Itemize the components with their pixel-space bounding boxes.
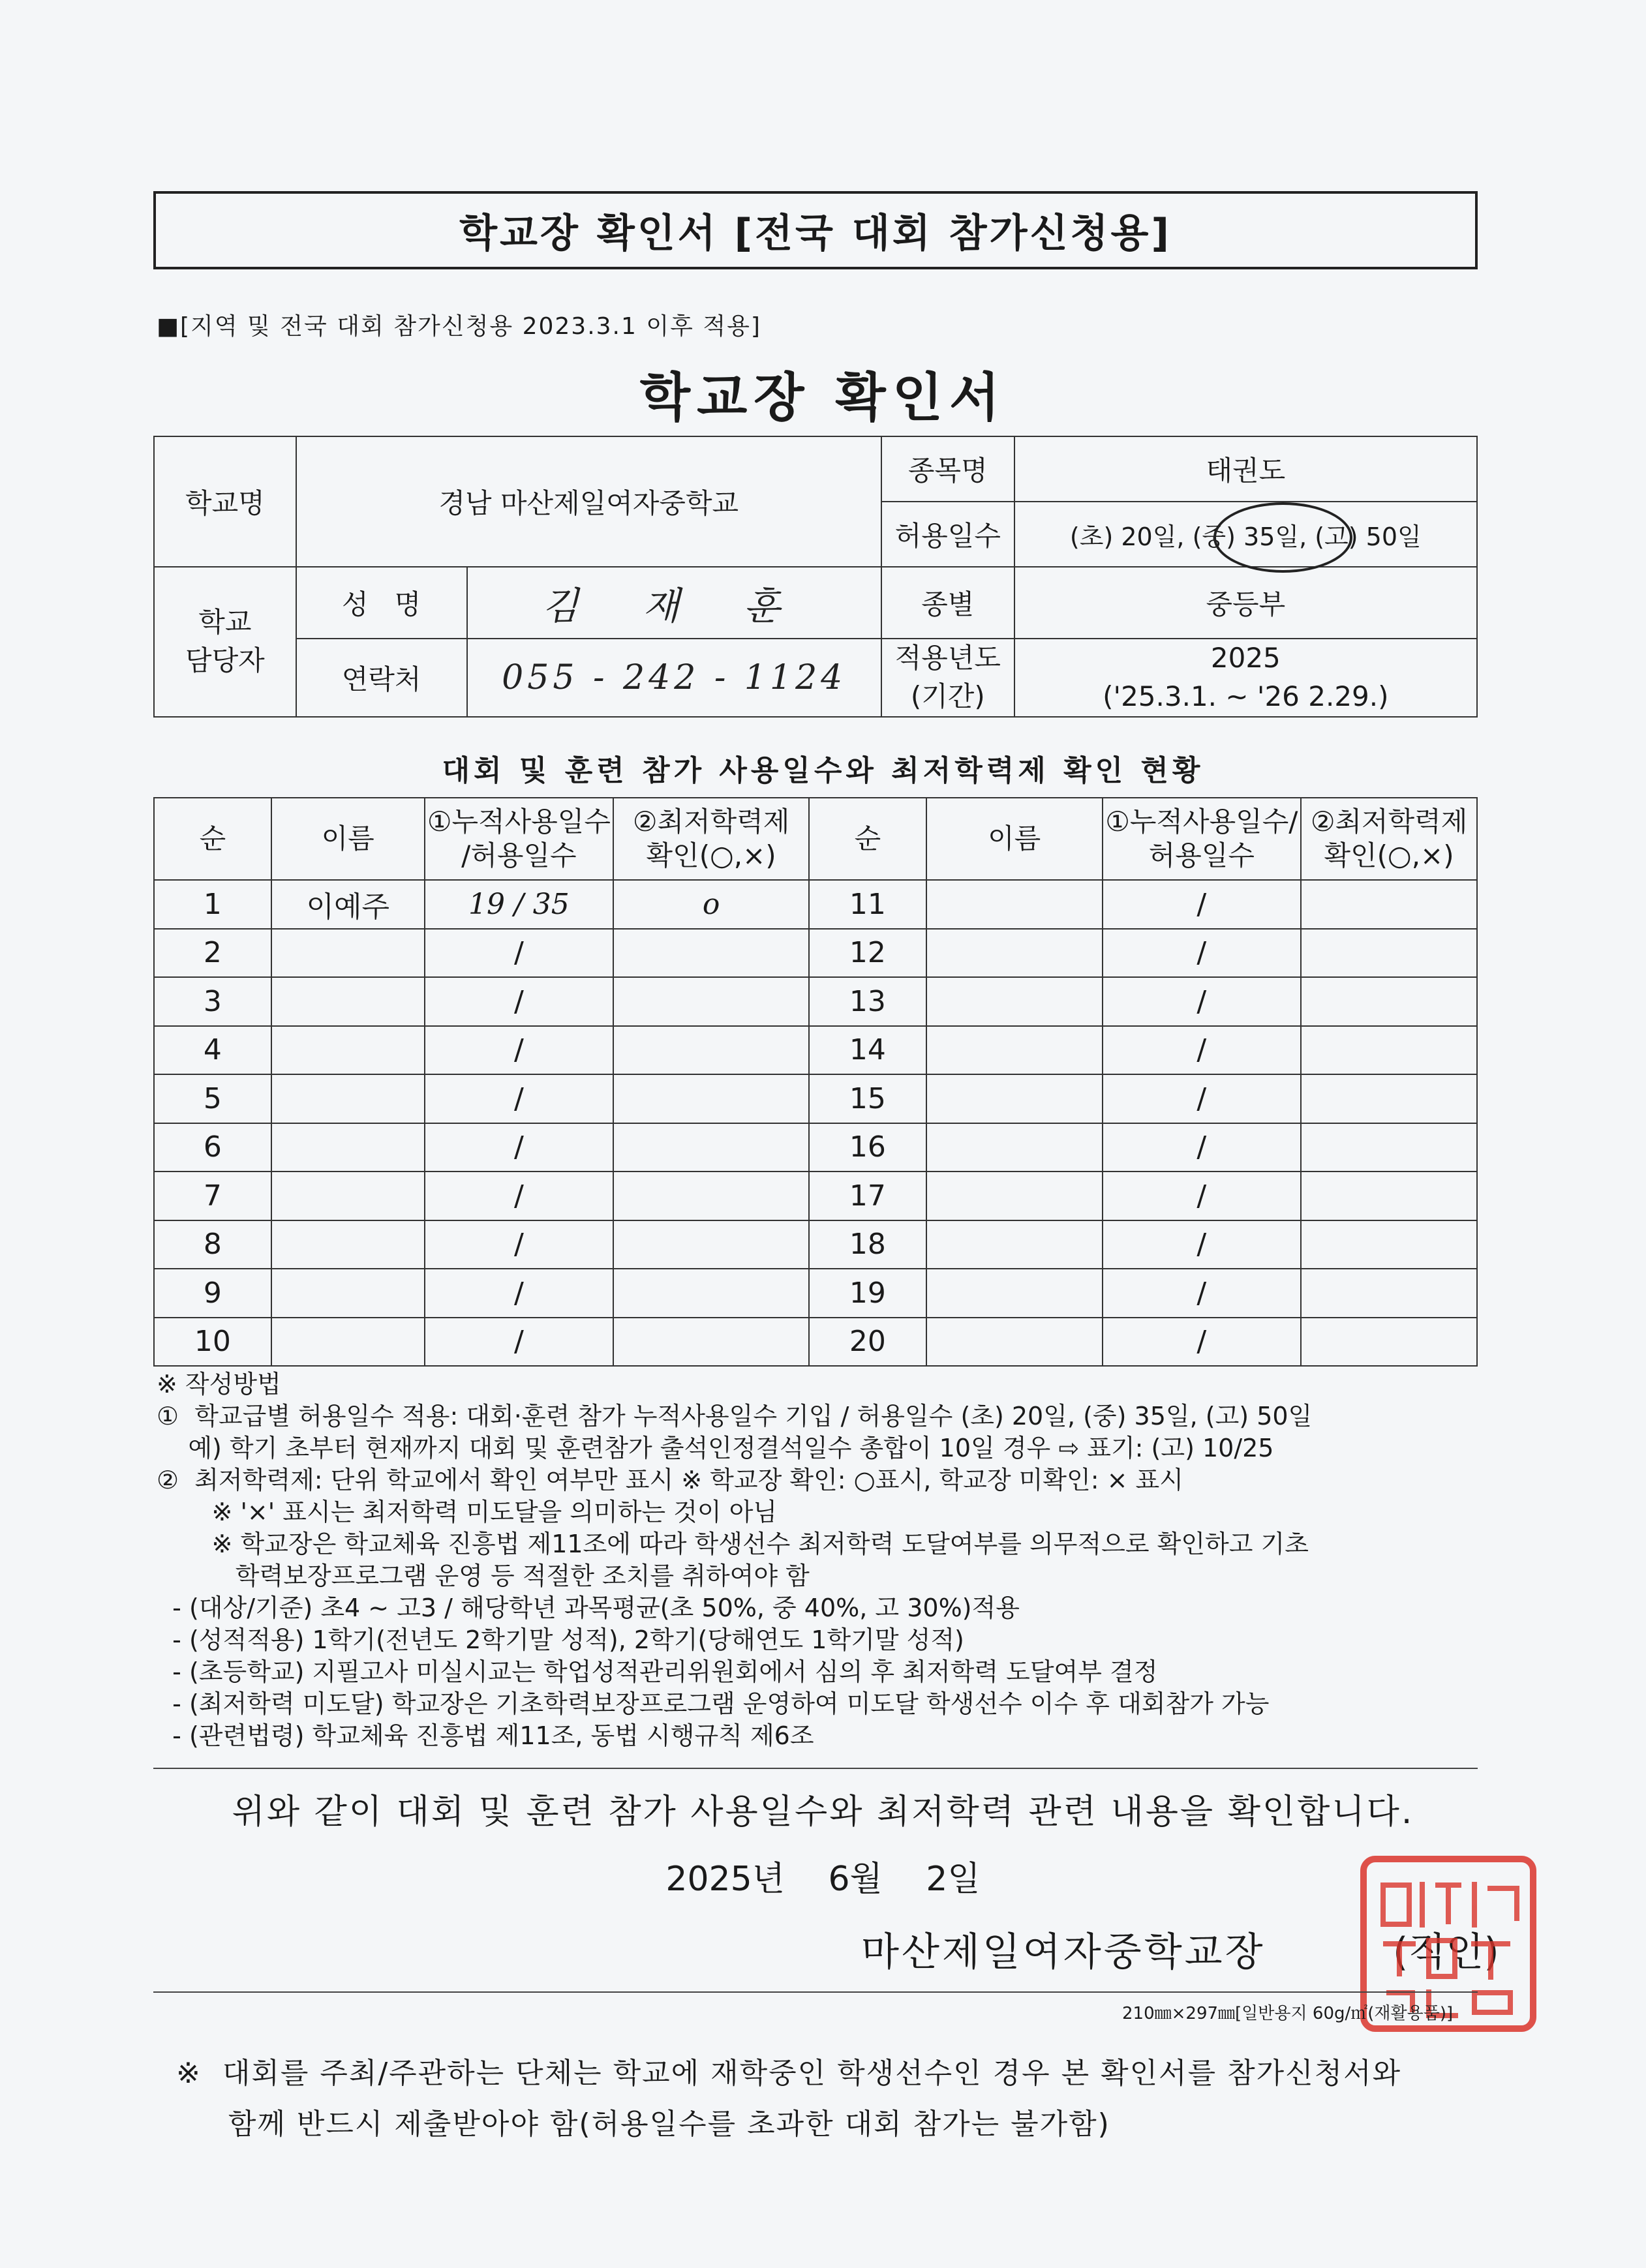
divider	[153, 1768, 1478, 1769]
col-header: ①누적사용일수/ 허용일수	[1103, 798, 1302, 880]
division-label: 종별	[881, 567, 1014, 639]
allowed-days-label: 허용일수	[881, 502, 1014, 567]
col-header: 순	[154, 798, 271, 880]
min-academic-check	[613, 1269, 809, 1318]
row-number: 15	[809, 1074, 926, 1123]
status-table	[153, 797, 1478, 1367]
instruction-line: ※ 작성방법	[157, 1370, 281, 1399]
student-name	[926, 880, 1103, 929]
year-cell	[1014, 639, 1477, 717]
row-number: 19	[809, 1269, 926, 1318]
student-name	[926, 1269, 1103, 1318]
student-name	[926, 1318, 1103, 1367]
divider	[153, 1991, 1478, 1993]
min-academic-check	[1301, 977, 1477, 1026]
row-number: 16	[809, 1123, 926, 1172]
used-days: 19 / 35	[425, 880, 614, 929]
min-academic-check	[1301, 880, 1477, 929]
school-value: 경남 마산제일여자중학교	[296, 436, 881, 567]
row-number: 1	[154, 880, 271, 929]
student-name	[926, 977, 1103, 1026]
min-academic-check	[613, 1026, 809, 1075]
used-days: /	[425, 1123, 614, 1172]
instructions	[157, 1368, 1487, 1752]
min-academic-check	[1301, 1026, 1477, 1075]
min-academic-check	[1301, 1172, 1477, 1220]
min-academic-check	[1301, 1220, 1477, 1269]
min-academic-check	[1301, 1318, 1477, 1367]
issue-date: 2025년 6월 2일	[665, 1860, 981, 1899]
row-number: 10	[154, 1318, 271, 1367]
table-row	[154, 1220, 1477, 1269]
student-name	[271, 1220, 425, 1269]
student-name	[271, 1123, 425, 1172]
year-period: ('25.3.1. ~ '26 2.29.)	[1103, 680, 1389, 712]
student-name: 이예주	[271, 880, 425, 929]
instruction-line: ① 학교급별 허용일수 적용: 대회·훈련 참가 누적사용일수 기입 / 허용일수 (초) 20일, (중) 35일, (고) 50일	[157, 1402, 1313, 1430]
row-number: 12	[809, 929, 926, 978]
student-name	[271, 1074, 425, 1123]
row-number: 11	[809, 880, 926, 929]
col-header: 이름	[271, 798, 425, 880]
table-row	[154, 1074, 1477, 1123]
min-academic-check	[613, 1318, 809, 1367]
year-value: 2025	[1210, 642, 1281, 674]
row-number: 18	[809, 1220, 926, 1269]
student-name	[271, 929, 425, 978]
row-number: 5	[154, 1074, 271, 1123]
student-name	[271, 1172, 425, 1220]
row-number: 2	[154, 929, 271, 978]
student-name	[926, 1074, 1103, 1123]
row-number: 3	[154, 977, 271, 1026]
student-name	[926, 1220, 1103, 1269]
student-name	[271, 1318, 425, 1367]
col-header: 이름	[926, 798, 1103, 880]
row-number: 14	[809, 1026, 926, 1075]
used-days: /	[1103, 1269, 1302, 1318]
table-row	[154, 1123, 1477, 1172]
instruction-line: 예) 학기 초부터 현재까지 대회 및 훈련참가 출석인정결석일수 총합이 10일 경우 ⇨ 표기: (고) 10/25	[157, 1434, 1274, 1462]
table-row	[154, 880, 1477, 929]
footer-line: 함께 반드시 제출받아야 함(허용일수를 초과한 대회 참가는 불가함)	[176, 2108, 1110, 2141]
used-days: /	[425, 1074, 614, 1123]
status-header-row	[154, 798, 1477, 880]
used-days: /	[1103, 977, 1302, 1026]
used-days: /	[425, 1269, 614, 1318]
student-name	[926, 929, 1103, 978]
row-number: 9	[154, 1269, 271, 1318]
table-row	[154, 1172, 1477, 1220]
seal-label: (직인)	[1393, 1929, 1499, 1975]
min-academic-check	[1301, 1074, 1477, 1123]
info-table	[153, 436, 1478, 718]
row-number: 4	[154, 1026, 271, 1075]
manager-label: 학교 담당자	[154, 567, 296, 717]
instruction-line: ② 최저학력제: 단위 학교에서 확인 여부만 표시 ※ 학교장 확인: ○표시, 학교장 미확인: × 표시	[157, 1466, 1183, 1494]
min-academic-check	[1301, 1269, 1477, 1318]
name-label: 성 명	[296, 567, 467, 639]
instruction-line: ※ '×' 표시는 최저학력 미도달을 의미하는 것이 아님	[157, 1498, 778, 1526]
instruction-line: - (최저학력 미도달) 학교장은 기초학력보장프로그램 운영하여 미도달 학생선수 이수 후 대회참가 가능	[157, 1689, 1270, 1718]
manager-name-handwritten: 김 재 훈	[467, 567, 881, 639]
used-days: /	[1103, 880, 1302, 929]
col-header: ①누적사용일수 /허용일수	[425, 798, 614, 880]
principal-title: 마산제일여자중학교장	[861, 1929, 1266, 1975]
min-academic-check	[1301, 929, 1477, 978]
table-row	[154, 929, 1477, 978]
student-name	[926, 1172, 1103, 1220]
allowed-days-value: (초) 20일, (중) 35일, (고) 50일	[1014, 502, 1477, 567]
student-name	[271, 977, 425, 1026]
footer-line: ※ 대회를 주최/주관하는 단체는 학교에 재학중인 학생선수인 경우 본 확인서를 참가신청서와	[176, 2057, 1402, 2090]
row-number: 8	[154, 1220, 271, 1269]
used-days: /	[1103, 1123, 1302, 1172]
school-label: 학교명	[154, 436, 296, 567]
contact-value-handwritten: 055 - 242 - 1124	[467, 639, 881, 717]
year-label: 적용년도 (기간)	[881, 639, 1014, 717]
confirmation-statement: 위와 같이 대회 및 훈련 참가 사용일수와 최저학력 관련 내용을 확인합니다.	[232, 1792, 1414, 1832]
row-number: 13	[809, 977, 926, 1026]
instruction-line: ※ 학교장은 학교체육 진흥법 제11조에 따라 학생선수 최저학력 도달여부를 의무적으로 확인하고 기초	[157, 1530, 1309, 1558]
min-academic-check	[613, 1074, 809, 1123]
header-title-box: 학교장 확인서 [전국 대회 참가신청용]	[153, 191, 1478, 269]
student-name	[271, 1026, 425, 1075]
instruction-line: - (성적적용) 1학기(전년도 2학기말 성적), 2학기(당해연도 1학기말 성적)	[157, 1625, 964, 1654]
table-row	[154, 977, 1477, 1026]
sport-value: 태권도	[1014, 436, 1477, 502]
used-days: /	[425, 929, 614, 978]
min-academic-check	[613, 1220, 809, 1269]
paper-spec: 210㎜×297㎜[일반용지 60g/㎡(재활용품)]	[1122, 2004, 1454, 2023]
document-title: 학교장 확인서	[639, 367, 1007, 428]
table-row	[154, 1026, 1477, 1075]
used-days: /	[1103, 1074, 1302, 1123]
used-days: /	[425, 1220, 614, 1269]
row-number: 7	[154, 1172, 271, 1220]
used-days: /	[425, 1318, 614, 1367]
instruction-line: 학력보장프로그램 운영 등 적절한 조치를 취하여야 함	[157, 1562, 810, 1590]
row-number: 6	[154, 1123, 271, 1172]
student-name	[926, 1026, 1103, 1075]
used-days: /	[1103, 929, 1302, 978]
used-days: /	[425, 1172, 614, 1220]
instruction-line: - (관련법령) 학교체육 진흥법 제11조, 동법 시행규칙 제6조	[157, 1721, 814, 1750]
used-days: /	[425, 977, 614, 1026]
table-row	[154, 1318, 1477, 1367]
student-name	[926, 1123, 1103, 1172]
footer-note	[176, 2048, 1401, 2150]
min-academic-check	[1301, 1123, 1477, 1172]
col-header: ②최저학력제 확인(○,×)	[613, 798, 809, 880]
min-academic-check: o	[613, 880, 809, 929]
used-days: /	[1103, 1318, 1302, 1367]
col-header: 순	[809, 798, 926, 880]
used-days: /	[1103, 1172, 1302, 1220]
used-days: /	[1103, 1220, 1302, 1269]
applicability-note: ■[지역 및 전국 대회 참가신청용 2023.3.1 이후 적용]	[157, 313, 761, 340]
row-number: 17	[809, 1172, 926, 1220]
sport-label: 종목명	[881, 436, 1014, 502]
used-days: /	[425, 1026, 614, 1075]
student-name	[271, 1269, 425, 1318]
status-section-title: 대회 및 훈련 참가 사용일수와 최저학력제 확인 현황	[442, 754, 1204, 787]
instruction-line: - (대상/기준) 초4 ~ 고3 / 해당학년 과목평균(초 50%, 중 40%, 고 30%)적용	[157, 1594, 1020, 1622]
division-value: 중등부	[1014, 567, 1477, 639]
min-academic-check	[613, 1172, 809, 1220]
table-row	[154, 1269, 1477, 1318]
used-days: /	[1103, 1026, 1302, 1075]
contact-label: 연락처	[296, 639, 467, 717]
hand-drawn-circle-mark	[1213, 502, 1352, 573]
min-academic-check	[613, 977, 809, 1026]
min-academic-check	[613, 929, 809, 978]
min-academic-check	[613, 1123, 809, 1172]
row-number: 20	[809, 1318, 926, 1367]
instruction-line: - (초등학교) 지필고사 미실시교는 학업성적관리위원회에서 심의 후 최저학력 도달여부 결정	[157, 1657, 1158, 1686]
col-header: ②최저학력제 확인(○,×)	[1301, 798, 1477, 880]
